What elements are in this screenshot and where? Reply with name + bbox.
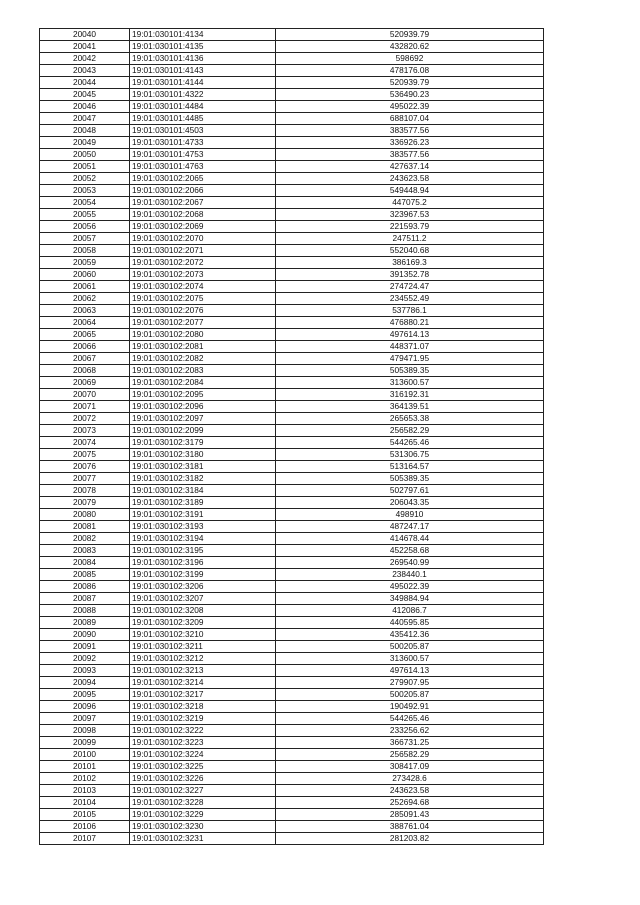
cadastral-value-cell: 285091.43	[276, 809, 544, 821]
table-row	[40, 89, 544, 101]
table-row	[40, 305, 544, 317]
cadastral-value-cell: 448371.07	[276, 341, 544, 353]
cadastral-number-cell: 19:01:030102:2083	[130, 365, 276, 377]
cadastral-number-cell: 19:01:030102:3199	[130, 569, 276, 581]
cadastral-value-table	[39, 28, 544, 845]
table-row	[40, 41, 544, 53]
table-row	[40, 389, 544, 401]
cadastral-number-cell: 19:01:030102:3191	[130, 509, 276, 521]
row-number-cell: 20047	[40, 113, 130, 125]
table-row	[40, 329, 544, 341]
row-number-cell: 20085	[40, 569, 130, 581]
cadastral-number-cell: 19:01:030102:3182	[130, 473, 276, 485]
cadastral-number-cell: 19:01:030102:3211	[130, 641, 276, 653]
cadastral-number-cell: 19:01:030101:4143	[130, 65, 276, 77]
cadastral-number-cell: 19:01:030102:3208	[130, 605, 276, 617]
cadastral-value-cell: 549448.94	[276, 185, 544, 197]
row-number-cell: 20040	[40, 29, 130, 41]
row-number-cell: 20102	[40, 773, 130, 785]
cadastral-value-cell: 308417.09	[276, 761, 544, 773]
cadastral-number-cell: 19:01:030102:3193	[130, 521, 276, 533]
cadastral-value-cell: 281203.82	[276, 833, 544, 845]
cadastral-value-cell: 552040.68	[276, 245, 544, 257]
table-row	[40, 809, 544, 821]
cadastral-number-cell: 19:01:030102:3212	[130, 653, 276, 665]
row-number-cell: 20057	[40, 233, 130, 245]
row-number-cell: 20086	[40, 581, 130, 593]
cadastral-number-cell: 19:01:030102:3230	[130, 821, 276, 833]
table-row	[40, 257, 544, 269]
cadastral-number-cell: 19:01:030102:3194	[130, 533, 276, 545]
cadastral-number-cell: 19:01:030102:2071	[130, 245, 276, 257]
table-row	[40, 425, 544, 437]
row-number-cell: 20076	[40, 461, 130, 473]
row-number-cell: 20050	[40, 149, 130, 161]
cadastral-number-cell: 19:01:030102:2082	[130, 353, 276, 365]
row-number-cell: 20077	[40, 473, 130, 485]
row-number-cell: 20070	[40, 389, 130, 401]
cadastral-number-cell: 19:01:030102:3195	[130, 545, 276, 557]
cadastral-value-cell: 414678.44	[276, 533, 544, 545]
row-number-cell: 20069	[40, 377, 130, 389]
cadastral-number-cell: 19:01:030102:2070	[130, 233, 276, 245]
cadastral-number-cell: 19:01:030102:3218	[130, 701, 276, 713]
cadastral-number-cell: 19:01:030101:4753	[130, 149, 276, 161]
table-row	[40, 101, 544, 113]
table-row	[40, 653, 544, 665]
cadastral-number-cell: 19:01:030101:4733	[130, 137, 276, 149]
cadastral-value-cell: 435412.36	[276, 629, 544, 641]
row-number-cell: 20058	[40, 245, 130, 257]
table-row	[40, 365, 544, 377]
cadastral-value-cell: 497614.13	[276, 665, 544, 677]
cadastral-number-cell: 19:01:030102:2096	[130, 401, 276, 413]
table-row	[40, 689, 544, 701]
cadastral-number-cell: 19:01:030102:3213	[130, 665, 276, 677]
cadastral-value-cell: 256582.29	[276, 425, 544, 437]
cadastral-value-cell: 366731.25	[276, 737, 544, 749]
cadastral-value-cell: 247511.2	[276, 233, 544, 245]
table-row	[40, 269, 544, 281]
cadastral-value-cell: 536490.23	[276, 89, 544, 101]
row-number-cell: 20101	[40, 761, 130, 773]
row-number-cell: 20079	[40, 497, 130, 509]
cadastral-number-cell: 19:01:030102:2080	[130, 329, 276, 341]
cadastral-number-cell: 19:01:030101:4135	[130, 41, 276, 53]
cadastral-number-cell: 19:01:030102:3224	[130, 749, 276, 761]
row-number-cell: 20097	[40, 713, 130, 725]
cadastral-number-cell: 19:01:030102:2068	[130, 209, 276, 221]
table-row	[40, 569, 544, 581]
row-number-cell: 20048	[40, 125, 130, 137]
cadastral-value-cell: 190492.91	[276, 701, 544, 713]
table-row	[40, 605, 544, 617]
cadastral-number-cell: 19:01:030101:4322	[130, 89, 276, 101]
row-number-cell: 20099	[40, 737, 130, 749]
cadastral-value-cell: 513164.57	[276, 461, 544, 473]
row-number-cell: 20095	[40, 689, 130, 701]
row-number-cell: 20049	[40, 137, 130, 149]
row-number-cell: 20088	[40, 605, 130, 617]
cadastral-number-cell: 19:01:030102:3227	[130, 785, 276, 797]
table-row	[40, 173, 544, 185]
cadastral-number-cell: 19:01:030102:2075	[130, 293, 276, 305]
row-number-cell: 20087	[40, 593, 130, 605]
cadastral-value-cell: 544265.46	[276, 713, 544, 725]
table-row	[40, 713, 544, 725]
cadastral-value-cell: 478176.08	[276, 65, 544, 77]
row-number-cell: 20091	[40, 641, 130, 653]
cadastral-number-cell: 19:01:030101:4134	[130, 29, 276, 41]
table-row	[40, 785, 544, 797]
cadastral-number-cell: 19:01:030101:4144	[130, 77, 276, 89]
cadastral-value-cell: 447075.2	[276, 197, 544, 209]
cadastral-value-cell: 388761.04	[276, 821, 544, 833]
cadastral-number-cell: 19:01:030102:2067	[130, 197, 276, 209]
table-row	[40, 737, 544, 749]
row-number-cell: 20100	[40, 749, 130, 761]
cadastral-value-cell: 256582.29	[276, 749, 544, 761]
table-row	[40, 749, 544, 761]
row-number-cell: 20089	[40, 617, 130, 629]
cadastral-number-cell: 19:01:030102:3231	[130, 833, 276, 845]
table-row	[40, 701, 544, 713]
table-row	[40, 485, 544, 497]
row-number-cell: 20083	[40, 545, 130, 557]
table-row	[40, 341, 544, 353]
cadastral-number-cell: 19:01:030102:2072	[130, 257, 276, 269]
table-row	[40, 113, 544, 125]
cadastral-value-cell: 252694.68	[276, 797, 544, 809]
row-number-cell: 20067	[40, 353, 130, 365]
cadastral-value-cell: 412086.7	[276, 605, 544, 617]
row-number-cell: 20072	[40, 413, 130, 425]
row-number-cell: 20046	[40, 101, 130, 113]
row-number-cell: 20084	[40, 557, 130, 569]
cadastral-value-cell: 243623.58	[276, 785, 544, 797]
cadastral-value-cell: 391352.78	[276, 269, 544, 281]
row-number-cell: 20042	[40, 53, 130, 65]
cadastral-number-cell: 19:01:030102:3196	[130, 557, 276, 569]
cadastral-number-cell: 19:01:030101:4484	[130, 101, 276, 113]
cadastral-value-cell: 500205.87	[276, 689, 544, 701]
table-row	[40, 53, 544, 65]
cadastral-value-cell: 520939.79	[276, 77, 544, 89]
cadastral-number-cell: 19:01:030102:2099	[130, 425, 276, 437]
cadastral-value-cell: 544265.46	[276, 437, 544, 449]
cadastral-number-cell: 19:01:030102:3181	[130, 461, 276, 473]
table-row	[40, 629, 544, 641]
cadastral-value-cell: 505389.35	[276, 365, 544, 377]
table-row	[40, 413, 544, 425]
table-row	[40, 437, 544, 449]
row-number-cell: 20093	[40, 665, 130, 677]
table-row	[40, 317, 544, 329]
row-number-cell: 20041	[40, 41, 130, 53]
cadastral-value-cell: 316192.31	[276, 389, 544, 401]
table-row	[40, 581, 544, 593]
table-row	[40, 773, 544, 785]
table-row	[40, 161, 544, 173]
cadastral-value-cell: 495022.39	[276, 101, 544, 113]
cadastral-number-cell: 19:01:030101:4485	[130, 113, 276, 125]
cadastral-value-cell: 531306.75	[276, 449, 544, 461]
row-number-cell: 20082	[40, 533, 130, 545]
cadastral-value-cell: 383577.56	[276, 125, 544, 137]
row-number-cell: 20107	[40, 833, 130, 845]
table-row	[40, 125, 544, 137]
row-number-cell: 20062	[40, 293, 130, 305]
cadastral-number-cell: 19:01:030101:4503	[130, 125, 276, 137]
table-row	[40, 665, 544, 677]
cadastral-number-cell: 19:01:030102:3210	[130, 629, 276, 641]
cadastral-value-cell: 476880.21	[276, 317, 544, 329]
document-page	[39, 28, 543, 845]
cadastral-number-cell: 19:01:030102:3184	[130, 485, 276, 497]
table-row	[40, 137, 544, 149]
table-row	[40, 593, 544, 605]
row-number-cell: 20103	[40, 785, 130, 797]
table-row	[40, 65, 544, 77]
cadastral-value-cell: 269540.99	[276, 557, 544, 569]
cadastral-value-cell: 537786.1	[276, 305, 544, 317]
cadastral-value-cell: 234552.49	[276, 293, 544, 305]
table-row	[40, 209, 544, 221]
table-row	[40, 449, 544, 461]
table-row	[40, 353, 544, 365]
table-row	[40, 233, 544, 245]
table-row	[40, 509, 544, 521]
row-number-cell: 20106	[40, 821, 130, 833]
cadastral-value-cell: 479471.95	[276, 353, 544, 365]
row-number-cell: 20064	[40, 317, 130, 329]
table-row	[40, 293, 544, 305]
table-row	[40, 185, 544, 197]
table-row	[40, 245, 544, 257]
cadastral-number-cell: 19:01:030102:3179	[130, 437, 276, 449]
cadastral-value-cell: 598692	[276, 53, 544, 65]
row-number-cell: 20075	[40, 449, 130, 461]
cadastral-value-cell: 336926.23	[276, 137, 544, 149]
cadastral-number-cell: 19:01:030102:2095	[130, 389, 276, 401]
cadastral-value-cell: 497614.13	[276, 329, 544, 341]
row-number-cell: 20065	[40, 329, 130, 341]
cadastral-value-cell: 273428.6	[276, 773, 544, 785]
cadastral-value-cell: 279907.95	[276, 677, 544, 689]
row-number-cell: 20071	[40, 401, 130, 413]
cadastral-value-cell: 313600.57	[276, 377, 544, 389]
cadastral-number-cell: 19:01:030102:2069	[130, 221, 276, 233]
cadastral-number-cell: 19:01:030102:2073	[130, 269, 276, 281]
row-number-cell: 20063	[40, 305, 130, 317]
row-number-cell: 20061	[40, 281, 130, 293]
cadastral-value-cell: 487247.17	[276, 521, 544, 533]
table-row	[40, 473, 544, 485]
row-number-cell: 20055	[40, 209, 130, 221]
cadastral-number-cell: 19:01:030101:4136	[130, 53, 276, 65]
table-row	[40, 197, 544, 209]
cadastral-value-cell: 206043.35	[276, 497, 544, 509]
table-row	[40, 401, 544, 413]
row-number-cell: 20078	[40, 485, 130, 497]
cadastral-number-cell: 19:01:030102:2065	[130, 173, 276, 185]
row-number-cell: 20060	[40, 269, 130, 281]
row-number-cell: 20043	[40, 65, 130, 77]
row-number-cell: 20090	[40, 629, 130, 641]
cadastral-number-cell: 19:01:030102:3223	[130, 737, 276, 749]
row-number-cell: 20053	[40, 185, 130, 197]
cadastral-number-cell: 19:01:030102:2077	[130, 317, 276, 329]
cadastral-value-cell: 364139.51	[276, 401, 544, 413]
row-number-cell: 20045	[40, 89, 130, 101]
cadastral-number-cell: 19:01:030102:2097	[130, 413, 276, 425]
table-row	[40, 677, 544, 689]
table-body	[40, 29, 544, 845]
row-number-cell: 20052	[40, 173, 130, 185]
table-row	[40, 725, 544, 737]
row-number-cell: 20051	[40, 161, 130, 173]
cadastral-value-cell: 500205.87	[276, 641, 544, 653]
table-row	[40, 545, 544, 557]
cadastral-value-cell: 233256.62	[276, 725, 544, 737]
cadastral-number-cell: 19:01:030102:3214	[130, 677, 276, 689]
cadastral-value-cell: 386169.3	[276, 257, 544, 269]
cadastral-number-cell: 19:01:030102:3225	[130, 761, 276, 773]
table-row	[40, 281, 544, 293]
row-number-cell: 20068	[40, 365, 130, 377]
cadastral-value-cell: 349884.94	[276, 593, 544, 605]
cadastral-value-cell: 243623.58	[276, 173, 544, 185]
row-number-cell: 20094	[40, 677, 130, 689]
cadastral-value-cell: 323967.53	[276, 209, 544, 221]
table-row	[40, 149, 544, 161]
table-row	[40, 461, 544, 473]
row-number-cell: 20098	[40, 725, 130, 737]
cadastral-value-cell: 688107.04	[276, 113, 544, 125]
cadastral-number-cell: 19:01:030102:3228	[130, 797, 276, 809]
cadastral-number-cell: 19:01:030102:3229	[130, 809, 276, 821]
row-number-cell: 20066	[40, 341, 130, 353]
cadastral-number-cell: 19:01:030102:3209	[130, 617, 276, 629]
table-row	[40, 761, 544, 773]
cadastral-value-cell: 427637.14	[276, 161, 544, 173]
cadastral-value-cell: 520939.79	[276, 29, 544, 41]
cadastral-number-cell: 19:01:030102:3180	[130, 449, 276, 461]
cadastral-number-cell: 19:01:030102:3226	[130, 773, 276, 785]
cadastral-value-cell: 452258.68	[276, 545, 544, 557]
cadastral-value-cell: 440595.85	[276, 617, 544, 629]
table-row	[40, 521, 544, 533]
row-number-cell: 20073	[40, 425, 130, 437]
table-row	[40, 833, 544, 845]
row-number-cell: 20104	[40, 797, 130, 809]
cadastral-number-cell: 19:01:030102:2076	[130, 305, 276, 317]
cadastral-value-cell: 432820.62	[276, 41, 544, 53]
cadastral-number-cell: 19:01:030102:2074	[130, 281, 276, 293]
cadastral-value-cell: 238440.1	[276, 569, 544, 581]
row-number-cell: 20105	[40, 809, 130, 821]
row-number-cell: 20074	[40, 437, 130, 449]
row-number-cell: 20044	[40, 77, 130, 89]
cadastral-number-cell: 19:01:030102:2066	[130, 185, 276, 197]
cadastral-value-cell: 383577.56	[276, 149, 544, 161]
cadastral-number-cell: 19:01:030102:2084	[130, 377, 276, 389]
cadastral-value-cell: 498910	[276, 509, 544, 521]
table-row	[40, 377, 544, 389]
row-number-cell: 20096	[40, 701, 130, 713]
table-row	[40, 497, 544, 509]
cadastral-number-cell: 19:01:030102:3206	[130, 581, 276, 593]
cadastral-value-cell: 274724.47	[276, 281, 544, 293]
cadastral-number-cell: 19:01:030102:3207	[130, 593, 276, 605]
table-row	[40, 821, 544, 833]
table-row	[40, 617, 544, 629]
cadastral-number-cell: 19:01:030102:3222	[130, 725, 276, 737]
table-row	[40, 221, 544, 233]
row-number-cell: 20081	[40, 521, 130, 533]
cadastral-value-cell: 313600.57	[276, 653, 544, 665]
table-row	[40, 29, 544, 41]
cadastral-value-cell: 505389.35	[276, 473, 544, 485]
table-row	[40, 797, 544, 809]
row-number-cell: 20059	[40, 257, 130, 269]
table-row	[40, 77, 544, 89]
row-number-cell: 20054	[40, 197, 130, 209]
row-number-cell: 20080	[40, 509, 130, 521]
table-row	[40, 641, 544, 653]
cadastral-number-cell: 19:01:030101:4763	[130, 161, 276, 173]
cadastral-value-cell: 502797.61	[276, 485, 544, 497]
row-number-cell: 20092	[40, 653, 130, 665]
cadastral-number-cell: 19:01:030102:3219	[130, 713, 276, 725]
row-number-cell: 20056	[40, 221, 130, 233]
cadastral-number-cell: 19:01:030102:2081	[130, 341, 276, 353]
cadastral-value-cell: 495022.39	[276, 581, 544, 593]
table-row	[40, 533, 544, 545]
cadastral-value-cell: 265653.38	[276, 413, 544, 425]
cadastral-value-cell: 221593.79	[276, 221, 544, 233]
cadastral-number-cell: 19:01:030102:3217	[130, 689, 276, 701]
cadastral-number-cell: 19:01:030102:3189	[130, 497, 276, 509]
table-row	[40, 557, 544, 569]
